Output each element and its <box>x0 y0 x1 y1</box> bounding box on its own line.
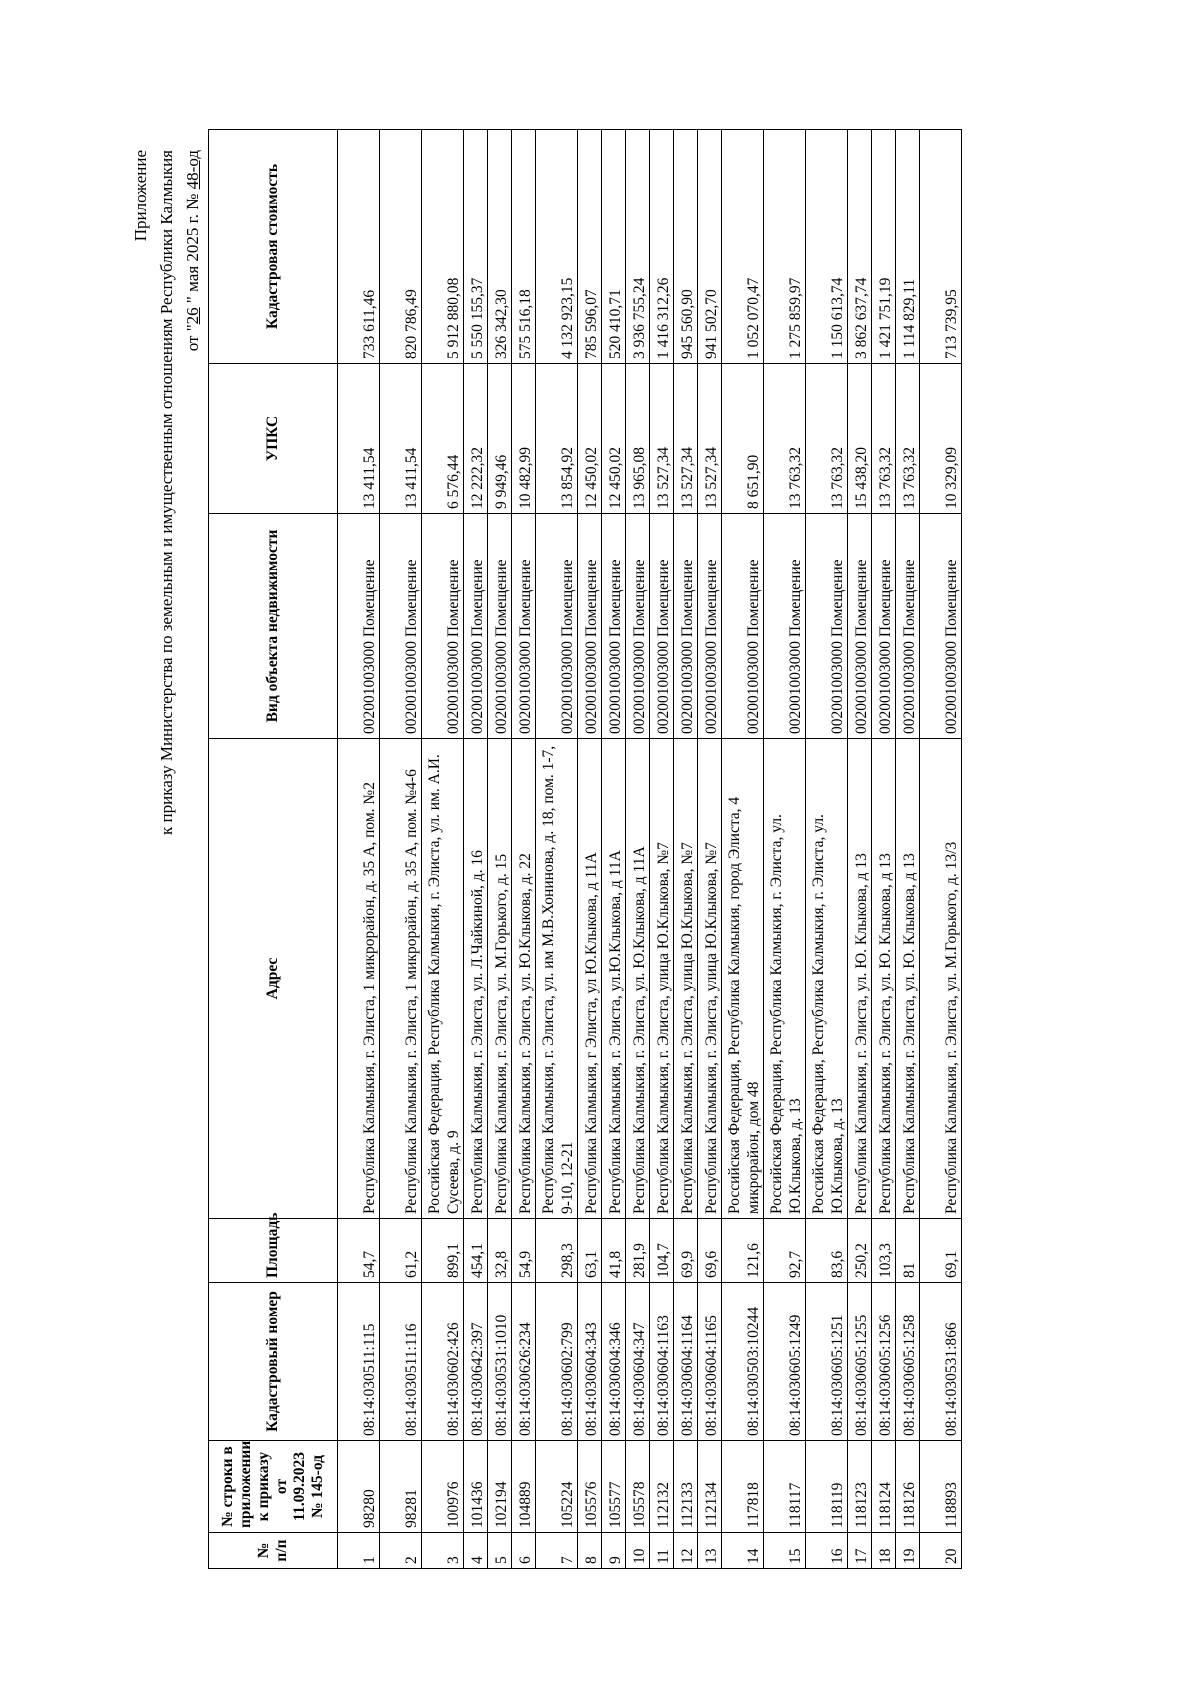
cell-cadastral-cost: 1 052 070,47 <box>722 130 764 364</box>
cell-address: Российская Федерация, Республика Калмыкия, г. Элиста, ул. им. А.И. Сусеева, д. 9 <box>422 739 464 1219</box>
cell-address: Республика Калмыкия, г. Элиста, ул. Ю.Клыкова, д 11А <box>626 739 650 1219</box>
cell-upks: 6 576,44 <box>422 364 464 514</box>
cell-upks: 13 965,08 <box>626 364 650 514</box>
table-row <box>848 130 872 1569</box>
cell-upks: 12 450,02 <box>602 364 626 514</box>
cell-cadastral-number: 08:14:030602:799 <box>536 1283 578 1441</box>
cell-object-kind: 002001003000 Помещение <box>602 514 626 739</box>
cell-object-kind: 002001003000 Помещение <box>764 514 806 739</box>
cell-line-number: 117818 <box>722 1441 764 1533</box>
cell-cadastral-number: 08:14:030626:234 <box>512 1283 536 1441</box>
table-row <box>674 130 698 1569</box>
cell-area: 298,3 <box>536 1219 578 1283</box>
table-row <box>536 130 578 1569</box>
cell-area: 61,2 <box>380 1219 422 1283</box>
cell-cadastral-number: 08:14:030602:426 <box>422 1283 464 1441</box>
header-number: 48-од <box>183 150 202 190</box>
cell-row-number: 14 <box>722 1533 764 1569</box>
cell-area: 63,1 <box>578 1219 602 1283</box>
cell-cadastral-cost: 5 550 155,37 <box>464 130 488 364</box>
cell-cadastral-number: 08:14:030511:116 <box>380 1283 422 1441</box>
cell-object-kind: 002001003000 Помещение <box>698 514 722 739</box>
cell-line-number: 118893 <box>920 1441 962 1533</box>
cell-area: 103,3 <box>872 1219 896 1283</box>
cell-row-number: 18 <box>872 1533 896 1569</box>
cell-address: Республика Калмыкия, г. Элиста, улица Ю.Клыкова, №7 <box>698 739 722 1219</box>
cell-cadastral-number: 08:14:030604:1164 <box>674 1283 698 1441</box>
col-header-line: № строки в приложении к приказу от 11.09.2023 № 145-од <box>209 1441 338 1533</box>
cell-row-number: 5 <box>488 1533 512 1569</box>
cell-line-number: 98280 <box>338 1441 380 1533</box>
cell-upks: 10 329,09 <box>920 364 962 514</box>
cell-address: Республика Калмыкия, г. Элиста, улица Ю.Клыкова, №7 <box>650 739 674 1219</box>
cell-object-kind: 002001003000 Помещение <box>536 514 578 739</box>
cell-line-number: 118123 <box>848 1441 872 1533</box>
cell-cadastral-cost: 3 936 755,24 <box>626 130 650 364</box>
cell-area: 32,8 <box>488 1219 512 1283</box>
cell-cadastral-number: 08:14:030604:1165 <box>698 1283 722 1441</box>
cell-line-number: 98281 <box>380 1441 422 1533</box>
cell-area: 281,9 <box>626 1219 650 1283</box>
table-row <box>380 130 422 1569</box>
cell-cadastral-cost: 326 342,30 <box>488 130 512 364</box>
cell-line-number: 118119 <box>806 1441 848 1533</box>
cell-line-number: 105577 <box>602 1441 626 1533</box>
cell-row-number: 16 <box>806 1533 848 1569</box>
table-row <box>920 130 962 1569</box>
cell-object-kind: 002001003000 Помещение <box>488 514 512 739</box>
cell-upks: 13 411,54 <box>380 364 422 514</box>
cell-row-number: 15 <box>764 1533 806 1569</box>
cell-line-number: 104889 <box>512 1441 536 1533</box>
cell-cadastral-number: 08:14:030604:1163 <box>650 1283 674 1441</box>
cell-cadastral-cost: 1 416 312,26 <box>650 130 674 364</box>
cell-cadastral-number: 08:14:030604:346 <box>602 1283 626 1441</box>
cell-row-number: 1 <box>338 1533 380 1569</box>
table-row <box>512 130 536 1569</box>
cell-object-kind: 002001003000 Помещение <box>380 514 422 739</box>
col-header-area: Площадь <box>209 1219 338 1283</box>
table-row <box>650 130 674 1569</box>
table-row <box>896 130 920 1569</box>
cell-address: Республика Калмыкия, г. Элиста, ул. Ю.Клыкова, д. 22 <box>512 739 536 1219</box>
cell-upks: 10 482,99 <box>512 364 536 514</box>
cell-cadastral-number: 08:14:030642:397 <box>464 1283 488 1441</box>
cell-upks: 15 438,20 <box>848 364 872 514</box>
cell-cadastral-cost: 5 912 880,08 <box>422 130 464 364</box>
cell-object-kind: 002001003000 Помещение <box>920 514 962 739</box>
cell-address: Республика Калмыкия, г. Элиста, 1 микрорайон, д. 35 А, пом. №4-6 <box>380 739 422 1219</box>
cell-address: Республика Калмыкия, г. Элиста, улица Ю.Клыкова, №7 <box>674 739 698 1219</box>
cell-row-number: 13 <box>698 1533 722 1569</box>
header-order-ref: к приказу Министерства по земельным и имущественным отношениям Республики Калмыкия <box>157 150 176 836</box>
cell-cadastral-cost: 1 114 829,11 <box>896 130 920 364</box>
cell-object-kind: 002001003000 Помещение <box>848 514 872 739</box>
cell-cadastral-cost: 941 502,70 <box>698 130 722 364</box>
cell-address: Республика Калмыкия, г. Элиста, ул. М.Горького, д. 13/3 <box>920 739 962 1219</box>
table-row <box>626 130 650 1569</box>
cell-row-number: 20 <box>920 1533 962 1569</box>
cadastral-table <box>208 129 962 1569</box>
cell-cadastral-number: 08:14:030604:343 <box>578 1283 602 1441</box>
cell-cadastral-cost: 520 410,71 <box>602 130 626 364</box>
cell-upks: 9 949,46 <box>488 364 512 514</box>
cell-cadastral-cost: 1 421 751,19 <box>872 130 896 364</box>
document-header <box>128 150 206 1050</box>
cell-row-number: 2 <box>380 1533 422 1569</box>
table-row <box>722 130 764 1569</box>
cell-line-number: 105578 <box>626 1441 650 1533</box>
cell-address: Российская Федерация, Республика Калмыкия, г. Элиста, ул. Ю.Клыкова, д. 13 <box>806 739 848 1219</box>
cell-area: 81 <box>896 1219 920 1283</box>
cell-row-number: 19 <box>896 1533 920 1569</box>
cell-cadastral-number: 08:14:030531:1010 <box>488 1283 512 1441</box>
cell-line-number: 118117 <box>764 1441 806 1533</box>
cell-area: 121,6 <box>722 1219 764 1283</box>
cell-upks: 13 763,32 <box>872 364 896 514</box>
cell-object-kind: 002001003000 Помещение <box>872 514 896 739</box>
cell-cadastral-number: 08:14:030605:1258 <box>896 1283 920 1441</box>
cell-cadastral-number: 08:14:030531:866 <box>920 1283 962 1441</box>
cell-object-kind: 002001003000 Помещение <box>512 514 536 739</box>
col-header-address: Адрес <box>209 739 338 1219</box>
cell-upks: 13 763,32 <box>764 364 806 514</box>
cell-area: 104,7 <box>650 1219 674 1283</box>
header-date-line: от "26 " мая 2025 г. № 48-од <box>183 150 202 352</box>
table-row <box>806 130 848 1569</box>
cell-address: Республика Калмыкия, г. Элиста, ул. Ю. Клыкова, д 13 <box>896 739 920 1219</box>
cell-row-number: 9 <box>602 1533 626 1569</box>
cell-row-number: 17 <box>848 1533 872 1569</box>
cell-cadastral-cost: 4 132 923,15 <box>536 130 578 364</box>
table-row <box>602 130 626 1569</box>
table-row <box>464 130 488 1569</box>
cell-object-kind: 002001003000 Помещение <box>806 514 848 739</box>
cell-line-number: 118124 <box>872 1441 896 1533</box>
cell-upks: 12 450,02 <box>578 364 602 514</box>
cell-area: 41,8 <box>602 1219 626 1283</box>
cell-object-kind: 002001003000 Помещение <box>338 514 380 739</box>
cell-cadastral-number: 08:14:030511:115 <box>338 1283 380 1441</box>
table-header-row <box>209 130 338 1569</box>
cell-address: Республика Калмыкия, г. Элиста, ул. Л.Чайкиной, д. 16 <box>464 739 488 1219</box>
cell-object-kind: 002001003000 Помещение <box>650 514 674 739</box>
cell-object-kind: 002001003000 Помещение <box>422 514 464 739</box>
cell-upks: 13 763,32 <box>806 364 848 514</box>
cell-address: Республика Калмыкия, г. Элиста, ул. им М.В.Хонинова, д. 18, пом. 1-7, 9-10, 12-21 <box>536 739 578 1219</box>
cell-line-number: 112132 <box>650 1441 674 1533</box>
cell-address: Российская Федерация, Республика Калмыкия, город Элиста, 4 микрорайон, дом 48 <box>722 739 764 1219</box>
cell-upks: 13 763,32 <box>896 364 920 514</box>
header-appendix: Приложение <box>131 150 150 242</box>
cell-cadastral-number: 08:14:030605:1249 <box>764 1283 806 1441</box>
cell-line-number: 112133 <box>674 1441 698 1533</box>
table-body <box>338 130 962 1569</box>
cell-upks: 13 411,54 <box>338 364 380 514</box>
cell-row-number: 7 <box>536 1533 578 1569</box>
cell-area: 899,1 <box>422 1219 464 1283</box>
cell-area: 69,1 <box>920 1219 962 1283</box>
cell-row-number: 8 <box>578 1533 602 1569</box>
col-header-cost: Кадастровая стоимость <box>209 130 338 364</box>
cell-address: Республика Калмыкия, г. Элиста, 1 микрорайон, д. 35 А, пом. №2 <box>338 739 380 1219</box>
cell-line-number: 105576 <box>578 1441 602 1533</box>
cell-row-number: 6 <box>512 1533 536 1569</box>
cell-row-number: 10 <box>626 1533 650 1569</box>
header-day: 26 <box>183 307 202 325</box>
table-row <box>698 130 722 1569</box>
cell-line-number: 101436 <box>464 1441 488 1533</box>
cell-row-number: 3 <box>422 1533 464 1569</box>
cell-area: 83,6 <box>806 1219 848 1283</box>
cell-object-kind: 002001003000 Помещение <box>578 514 602 739</box>
cell-line-number: 118126 <box>896 1441 920 1533</box>
cell-upks: 13 527,34 <box>650 364 674 514</box>
table-row <box>764 130 806 1569</box>
cell-cadastral-number: 08:14:030604:347 <box>626 1283 650 1441</box>
cell-area: 454,1 <box>464 1219 488 1283</box>
cell-address: Республика Калмыкия, г. Элиста, ул.Ю.Клыкова, д 11А <box>602 739 626 1219</box>
cell-address: Российская Федерация, Республика Калмыкия, г. Элиста, ул. Ю.Клыкова, д. 13 <box>764 739 806 1219</box>
cell-cadastral-number: 08:14:030605:1255 <box>848 1283 872 1441</box>
cell-address: Республика Калмыкия, г. Элиста, ул. Ю. Клыкова, д 13 <box>848 739 872 1219</box>
table-row <box>872 130 896 1569</box>
cell-area: 250,2 <box>848 1219 872 1283</box>
cell-upks: 12 222,32 <box>464 364 488 514</box>
col-header-cadnum: Кадастровый номер <box>209 1283 338 1441</box>
cell-upks: 8 651,90 <box>722 364 764 514</box>
cell-object-kind: 002001003000 Помещение <box>626 514 650 739</box>
cell-line-number: 105224 <box>536 1441 578 1533</box>
cell-row-number: 12 <box>674 1533 698 1569</box>
cell-cadastral-cost: 713 739,95 <box>920 130 962 364</box>
cell-object-kind: 002001003000 Помещение <box>722 514 764 739</box>
cell-cadastral-number: 08:14:030503:10244 <box>722 1283 764 1441</box>
cell-object-kind: 002001003000 Помещение <box>464 514 488 739</box>
col-header-kind: Вид объекта недвижимости <box>209 514 338 739</box>
cell-address: Республика Калмыкия, г. Элиста, ул. М.Горького, д. 15 <box>488 739 512 1219</box>
cell-upks: 13 527,34 <box>674 364 698 514</box>
col-header-n: № п/п <box>209 1533 338 1569</box>
cell-area: 54,9 <box>512 1219 536 1283</box>
cell-cadastral-cost: 1 275 859,97 <box>764 130 806 364</box>
cell-cadastral-cost: 575 516,18 <box>512 130 536 364</box>
table-row <box>422 130 464 1569</box>
cell-area: 69,6 <box>698 1219 722 1283</box>
cell-area: 92,7 <box>764 1219 806 1283</box>
cell-cadastral-number: 08:14:030605:1251 <box>806 1283 848 1441</box>
cell-object-kind: 002001003000 Помещение <box>674 514 698 739</box>
cell-cadastral-cost: 733 611,46 <box>338 130 380 364</box>
cell-cadastral-cost: 3 862 637,74 <box>848 130 872 364</box>
cell-row-number: 11 <box>650 1533 674 1569</box>
table-row <box>338 130 380 1569</box>
cell-address: Республика Калмыкия, г Элиста, ул Ю.Клыкова, д 11А <box>578 739 602 1219</box>
cell-cadastral-cost: 1 150 613,74 <box>806 130 848 364</box>
cell-line-number: 102194 <box>488 1441 512 1533</box>
col-header-upks: УПКС <box>209 364 338 514</box>
table-row <box>578 130 602 1569</box>
cell-line-number: 100976 <box>422 1441 464 1533</box>
cell-area: 69,9 <box>674 1219 698 1283</box>
table-row <box>488 130 512 1569</box>
cell-upks: 13 527,34 <box>698 364 722 514</box>
cell-cadastral-number: 08:14:030605:1256 <box>872 1283 896 1441</box>
cell-cadastral-cost: 785 596,07 <box>578 130 602 364</box>
cell-object-kind: 002001003000 Помещение <box>896 514 920 739</box>
cell-row-number: 4 <box>464 1533 488 1569</box>
cell-area: 54,7 <box>338 1219 380 1283</box>
cell-cadastral-cost: 945 560,90 <box>674 130 698 364</box>
cell-cadastral-cost: 820 786,49 <box>380 130 422 364</box>
cell-line-number: 112134 <box>698 1441 722 1533</box>
cell-upks: 13 854,92 <box>536 364 578 514</box>
cell-address: Республика Калмыкия, г. Элиста, ул. Ю. Клыкова, д 13 <box>872 739 896 1219</box>
